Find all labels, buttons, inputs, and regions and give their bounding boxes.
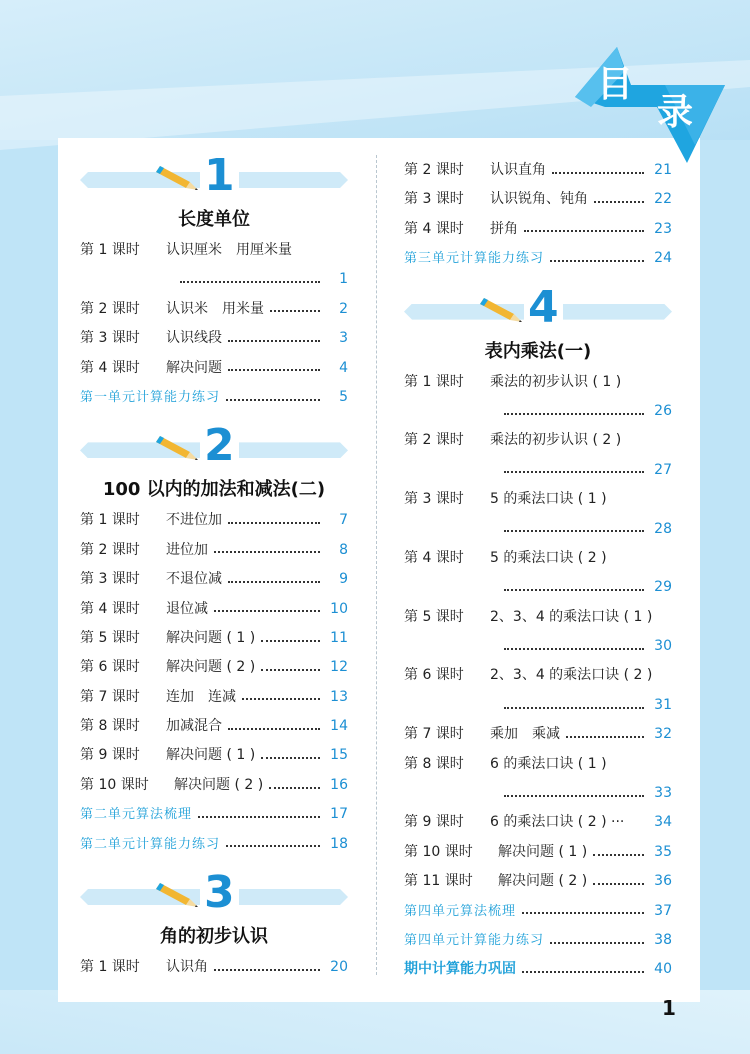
- topic-label: 5 的乘法口诀 ( 2 ): [490, 549, 607, 566]
- lesson-label: 第 4 课时: [80, 359, 140, 376]
- unit-1-header: [80, 150, 348, 204]
- topic-label: 5 的乘法口诀 ( 1 ): [490, 491, 607, 508]
- lesson-label: 第 10 课时: [404, 843, 473, 860]
- topic-label: 乘加 乘减: [490, 726, 560, 743]
- dot-leader: [214, 969, 320, 971]
- dot-leader: [261, 757, 320, 759]
- topic-label: 解决问题 ( 1 ): [166, 747, 256, 764]
- dot-leader: [504, 413, 644, 415]
- page-number-label: 7: [339, 512, 348, 529]
- toc-row[interactable]: [404, 456, 672, 485]
- page-number-label: 34: [654, 814, 672, 831]
- toc-row[interactable]: [80, 953, 348, 982]
- topic-label: 退位减: [166, 600, 208, 617]
- lesson-label: 第 8 课时: [404, 755, 464, 772]
- page-number-label: 23: [654, 220, 672, 237]
- toc-row[interactable]: [404, 661, 672, 690]
- pencil-icon: [156, 879, 200, 909]
- toc-row[interactable]: [80, 712, 348, 741]
- lesson-label: 第 9 课时: [404, 814, 464, 831]
- topic-label: 第四单元算法梳理: [404, 903, 517, 919]
- topic-label: 认识角: [166, 959, 208, 976]
- topic-label: 进位加: [166, 541, 208, 558]
- toc-row-practice[interactable]: [404, 926, 672, 955]
- title-banner-shape: [565, 45, 735, 165]
- dot-leader: [228, 340, 320, 342]
- topic-label: 第二单元算法梳理: [80, 807, 193, 823]
- page-number: 1: [662, 996, 676, 1020]
- page-number-label: 13: [330, 688, 348, 705]
- page-number-label: 33: [654, 785, 672, 802]
- lesson-label: 第 3 课时: [80, 571, 140, 588]
- dot-leader: [269, 787, 320, 789]
- page-number-label: 26: [654, 402, 672, 419]
- unit-4-rows: [404, 368, 672, 985]
- title-char-lu: 录: [657, 92, 694, 133]
- toc-row[interactable]: [80, 771, 348, 800]
- toc-row[interactable]: [404, 632, 672, 661]
- toc-row[interactable]: [80, 683, 348, 712]
- topic-label: 连加 连减: [166, 688, 236, 705]
- topic-label: 不进位加: [166, 512, 222, 529]
- page-number-label: 31: [654, 696, 672, 713]
- topic-label: 6 的乘法口诀 ( 2 ) ···: [490, 814, 625, 831]
- page-number-label: 29: [654, 579, 672, 596]
- page-number-label: 1: [339, 271, 348, 288]
- dot-leader: [566, 736, 644, 738]
- dot-leader: [522, 971, 644, 973]
- dot-leader: [261, 669, 320, 671]
- dot-leader: [504, 707, 644, 709]
- unit-3-rows-right: [404, 156, 672, 274]
- topic-label: 解决问题 ( 2 ): [498, 873, 588, 890]
- dot-leader: [198, 816, 320, 818]
- lesson-label: 第 2 课时: [80, 300, 140, 317]
- unit-3-header: [80, 867, 348, 921]
- topic-label: 解决问题 ( 1 ): [166, 629, 256, 646]
- toc-row[interactable]: [404, 838, 672, 867]
- dot-leader: [522, 912, 644, 914]
- topic-label: 第一单元计算能力练习: [80, 389, 221, 405]
- lesson-label: 第 5 课时: [404, 608, 464, 625]
- unit-number: 4: [524, 282, 563, 334]
- dot-leader: [228, 581, 320, 583]
- page-number-label: 5: [339, 388, 348, 405]
- lesson-label: 第 9 课时: [80, 747, 140, 764]
- topic-label: 认识厘米 用厘米量: [166, 242, 292, 258]
- lesson-label: 第 10 课时: [80, 776, 149, 793]
- unit-2-rows: [80, 506, 348, 859]
- dot-leader: [524, 230, 644, 232]
- toc-row-summary[interactable]: [404, 897, 672, 926]
- topic-label: 解决问题 ( 1 ): [498, 843, 588, 860]
- lesson-label: 第 3 课时: [404, 191, 464, 208]
- toc-row[interactable]: [404, 691, 672, 720]
- unit-3-rows-left: [80, 953, 348, 982]
- dot-leader: [214, 610, 320, 612]
- toc-row[interactable]: [80, 265, 348, 294]
- lesson-label: 第 3 课时: [80, 330, 140, 347]
- dot-leader: [242, 698, 320, 700]
- page-number-label: 11: [330, 629, 348, 646]
- toc-row-practice[interactable]: [80, 383, 348, 412]
- lesson-label: 第 7 课时: [80, 688, 140, 705]
- page-number-label: 38: [654, 931, 672, 948]
- toc-row[interactable]: [80, 324, 348, 353]
- unit-2-header: [80, 420, 348, 474]
- toc-row[interactable]: [80, 741, 348, 770]
- dot-leader: [552, 172, 644, 174]
- page-number-label: 12: [330, 659, 348, 676]
- topic-label: 加减混合: [166, 718, 222, 735]
- toc-row[interactable]: [80, 506, 348, 535]
- dot-leader: [228, 369, 320, 371]
- dot-leader: [504, 795, 644, 797]
- unit-title: 表内乘法(一): [484, 340, 592, 362]
- unit-number: 2: [200, 420, 239, 472]
- lesson-label: 第 2 课时: [80, 541, 140, 558]
- topic-label: 不退位减: [166, 571, 222, 588]
- toc-row[interactable]: [404, 750, 672, 779]
- toc-row-midterm[interactable]: [404, 955, 672, 984]
- dot-leader: [593, 854, 644, 856]
- lesson-label: 第 3 课时: [404, 491, 464, 508]
- toc-row[interactable]: [80, 595, 348, 624]
- dot-leader: [550, 942, 644, 944]
- title-char-mu: 目: [597, 64, 634, 105]
- toc-row-practice[interactable]: [404, 244, 672, 273]
- unit-number: 1: [200, 150, 239, 202]
- toc-row[interactable]: [404, 397, 672, 426]
- dot-leader: [180, 281, 320, 283]
- lesson-label: 第 7 课时: [404, 726, 464, 743]
- dot-leader: [228, 728, 320, 730]
- dot-leader: [594, 201, 644, 203]
- page-number-label: 30: [654, 638, 672, 655]
- lesson-label: 第 4 课时: [80, 600, 140, 617]
- page-number-label: 20: [330, 959, 348, 976]
- page-number-label: 27: [654, 461, 672, 478]
- toc-row[interactable]: [80, 295, 348, 324]
- dot-leader: [261, 640, 320, 642]
- page-number-label: 15: [330, 747, 348, 764]
- page-number-label: 18: [330, 835, 348, 852]
- dot-leader: [504, 589, 644, 591]
- lesson-label: 第 4 课时: [404, 549, 464, 566]
- lesson-label: 第 6 课时: [404, 667, 464, 684]
- page-number-label: 21: [654, 162, 672, 178]
- pencil-icon: [480, 294, 524, 324]
- pencil-icon: [156, 432, 200, 462]
- lesson-label: 第 2 课时: [404, 162, 464, 178]
- topic-label: 第四单元计算能力练习: [404, 932, 545, 948]
- topic-label: 6 的乘法口诀 ( 1 ): [490, 755, 607, 772]
- topic-label: 第三单元计算能力练习: [404, 251, 545, 267]
- topic-label: 乘法的初步认识 ( 1 ): [490, 373, 622, 390]
- dot-leader: [504, 648, 644, 650]
- contents-column-left: [80, 150, 348, 982]
- lesson-label: 第 1 课时: [404, 373, 464, 390]
- topic-label: 2、3、4 的乘法口诀 ( 2 ): [490, 667, 653, 684]
- lesson-label: 第 1 课时: [80, 242, 140, 258]
- dot-leader: [504, 530, 644, 532]
- contents-title-tag: [565, 45, 735, 165]
- page-number-label: 32: [654, 726, 672, 743]
- topic-label: 拼角: [490, 220, 518, 237]
- toc-row[interactable]: [404, 426, 672, 455]
- unit-title: 长度单位: [178, 209, 250, 230]
- column-divider: [376, 155, 377, 975]
- lesson-label: 第 1 课时: [80, 512, 140, 529]
- page-number-label: 24: [654, 250, 672, 267]
- toc-row[interactable]: [404, 156, 672, 185]
- toc-row[interactable]: [404, 485, 672, 514]
- toc-row[interactable]: [80, 624, 348, 653]
- toc-row[interactable]: [404, 867, 672, 896]
- page-number-label: 35: [654, 843, 672, 860]
- topic-label: 认识直角: [490, 162, 546, 178]
- dot-leader: [270, 310, 320, 312]
- toc-row[interactable]: [80, 354, 348, 383]
- unit-title: 角的初步认识: [160, 926, 268, 948]
- page-number-label: 8: [339, 541, 348, 558]
- toc-row[interactable]: [404, 720, 672, 749]
- topic-label: 认识锐角、钝角: [490, 191, 588, 208]
- topic-label: 乘法的初步认识 ( 2 ): [490, 432, 622, 449]
- unit-title: 100 以内的加法和减法(二): [102, 479, 326, 501]
- toc-row[interactable]: [404, 603, 672, 632]
- dot-leader: [226, 399, 320, 401]
- page-number-label: 28: [654, 520, 672, 537]
- lesson-label: 第 2 课时: [404, 432, 464, 449]
- page-number-label: 36: [654, 873, 672, 890]
- page-number-label: 9: [339, 571, 348, 588]
- page-number-label: 4: [339, 359, 348, 376]
- toc-row-practice[interactable]: [80, 830, 348, 859]
- toc-row[interactable]: [404, 515, 672, 544]
- page-number-label: 37: [654, 902, 672, 919]
- pencil-icon: [156, 162, 200, 192]
- dot-leader: [228, 522, 320, 524]
- toc-row[interactable]: [404, 185, 672, 214]
- toc-row[interactable]: [404, 215, 672, 244]
- topic-label: 第二单元计算能力练习: [80, 836, 221, 852]
- toc-row-summary[interactable]: [80, 800, 348, 829]
- unit-number: 3: [200, 867, 239, 919]
- lesson-label: 第 5 课时: [80, 629, 140, 646]
- toc-row[interactable]: [80, 536, 348, 565]
- lesson-label: 第 4 课时: [404, 220, 464, 237]
- unit-1-rows: [80, 236, 348, 412]
- topic-label: 认识米 用米量: [166, 300, 264, 317]
- page-number-label: 17: [330, 806, 348, 823]
- dot-leader: [550, 260, 644, 262]
- dot-leader: [593, 883, 644, 885]
- topic-label: 认识线段: [166, 330, 222, 347]
- toc-row[interactable]: [404, 368, 672, 397]
- topic-label: 解决问题: [166, 359, 222, 376]
- dot-leader: [214, 551, 320, 553]
- page-number-label: 22: [654, 191, 672, 208]
- topic-label: 解决问题 ( 2 ): [174, 776, 264, 793]
- lesson-label: 第 11 课时: [404, 873, 473, 890]
- topic-label: 解决问题 ( 2 ): [166, 659, 256, 676]
- lesson-label: 第 1 课时: [80, 959, 140, 976]
- topic-label: 期中计算能力巩固: [404, 961, 516, 978]
- page-number-label: 16: [330, 776, 348, 793]
- topic-label: 2、3、4 的乘法口诀 ( 1 ): [490, 608, 653, 625]
- toc-row[interactable]: [404, 544, 672, 573]
- dot-leader: [226, 845, 320, 847]
- toc-row[interactable]: [404, 779, 672, 808]
- page-number-label: 2: [339, 300, 348, 317]
- page-number-label: 40: [654, 961, 672, 978]
- contents-column-right: [404, 156, 672, 985]
- dot-leader: [504, 471, 644, 473]
- toc-row[interactable]: [80, 653, 348, 682]
- page-number-label: 3: [339, 330, 348, 347]
- toc-row[interactable]: [80, 565, 348, 594]
- toc-row[interactable]: [80, 236, 348, 265]
- lesson-label: 第 6 课时: [80, 659, 140, 676]
- unit-4-header: [404, 282, 672, 336]
- lesson-label: 第 8 课时: [80, 718, 140, 735]
- page-number-label: 10: [330, 600, 348, 617]
- page-number-label: 14: [330, 718, 348, 735]
- toc-row[interactable]: [404, 808, 672, 837]
- toc-row[interactable]: [404, 573, 672, 602]
